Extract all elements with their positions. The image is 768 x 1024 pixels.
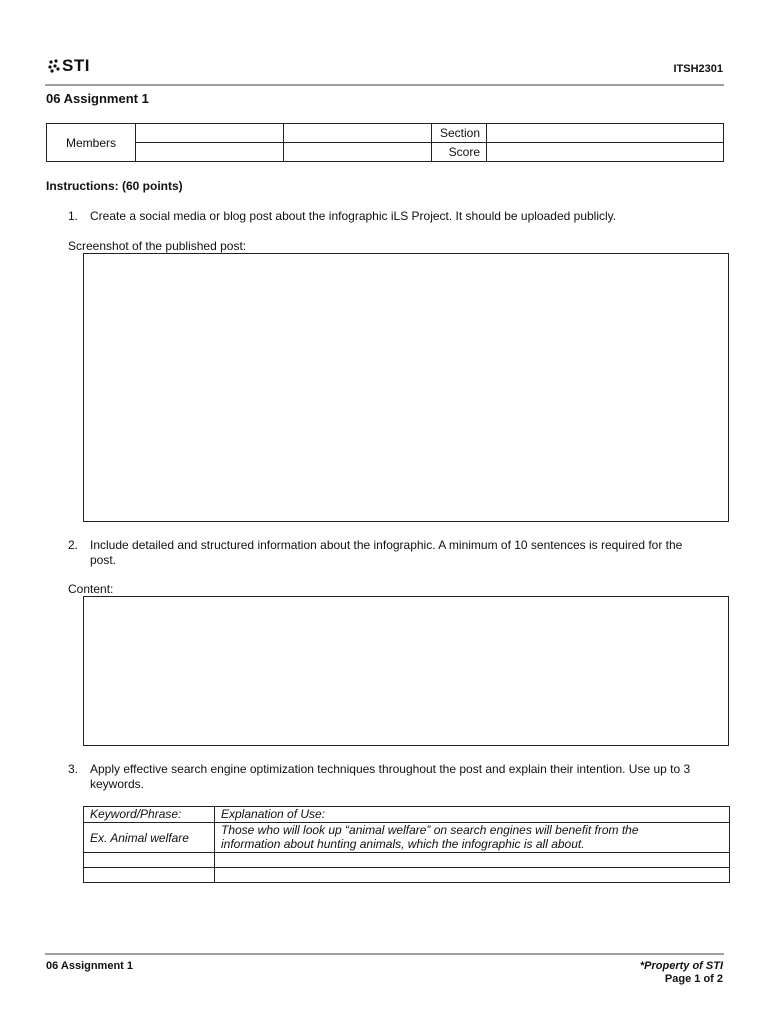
header-divider [45, 84, 724, 86]
score-field[interactable] [487, 143, 724, 162]
score-label: Score [432, 143, 487, 162]
instruction-item-3 [68, 762, 728, 794]
instructions-heading: Instructions: (60 points) [46, 179, 183, 193]
sti-logo-mark-icon [48, 59, 60, 73]
member-field-3[interactable] [136, 143, 284, 162]
explanation-field-1[interactable] [215, 853, 730, 868]
members-table [46, 123, 724, 162]
footer-right [640, 960, 723, 986]
members-label: Members [47, 124, 136, 162]
screenshot-label: Screenshot of the published post: [68, 239, 247, 253]
section-label: Section [432, 124, 487, 143]
example-explanation-line-1: Those who will look up “animal welfare” on search engines will benefit from the [221, 823, 639, 837]
footer-divider [45, 953, 724, 955]
content-label: Content: [68, 582, 114, 596]
item-number: 1. [68, 209, 79, 223]
sti-logo-text: STI [62, 56, 90, 75]
example-keyword: Ex. Animal welfare [84, 823, 215, 853]
example-explanation-line-2: information about hunting animals, which the infographic is all about. [221, 837, 585, 851]
course-code: ITSH2301 [673, 63, 723, 75]
example-explanation [215, 823, 730, 853]
screenshot-box[interactable] [83, 253, 729, 522]
keyword-table [83, 806, 730, 883]
item-text: Create a social media or blog post about the infographic iLS Project. It should be uploaded publicly. [90, 209, 617, 223]
keyword-field-2[interactable] [84, 868, 215, 883]
content-box[interactable] [83, 596, 729, 746]
page-title: 06 Assignment 1 [46, 91, 149, 106]
section-field[interactable] [487, 124, 724, 143]
keyword-field-1[interactable] [84, 853, 215, 868]
member-field-4[interactable] [284, 143, 432, 162]
page-number: Page 1 of 2 [664, 973, 723, 985]
item-text-line-2: keywords. [90, 777, 145, 791]
explanation-field-2[interactable] [215, 868, 730, 883]
item-number: 3. [68, 762, 79, 776]
sti-logo [48, 56, 90, 76]
instruction-item-1 [68, 209, 728, 225]
property-notice: *Property of STI [639, 960, 723, 972]
item-text-line-2: post. [90, 553, 117, 567]
member-field-2[interactable] [284, 124, 432, 143]
item-text-line-1: Include detailed and structured information about the infographic. A minimum of 10 sentences is required for the [90, 538, 683, 552]
item-text-line-1: Apply effective search engine optimization techniques throughout the post and explain their intention. Use up to 3 [90, 762, 691, 776]
keyword-header: Keyword/Phrase: [84, 807, 215, 823]
item-number: 2. [68, 538, 79, 552]
explanation-header: Explanation of Use: [215, 807, 730, 823]
member-field-1[interactable] [136, 124, 284, 143]
instruction-item-2 [68, 538, 728, 570]
footer-title: 06 Assignment 1 [46, 960, 134, 972]
